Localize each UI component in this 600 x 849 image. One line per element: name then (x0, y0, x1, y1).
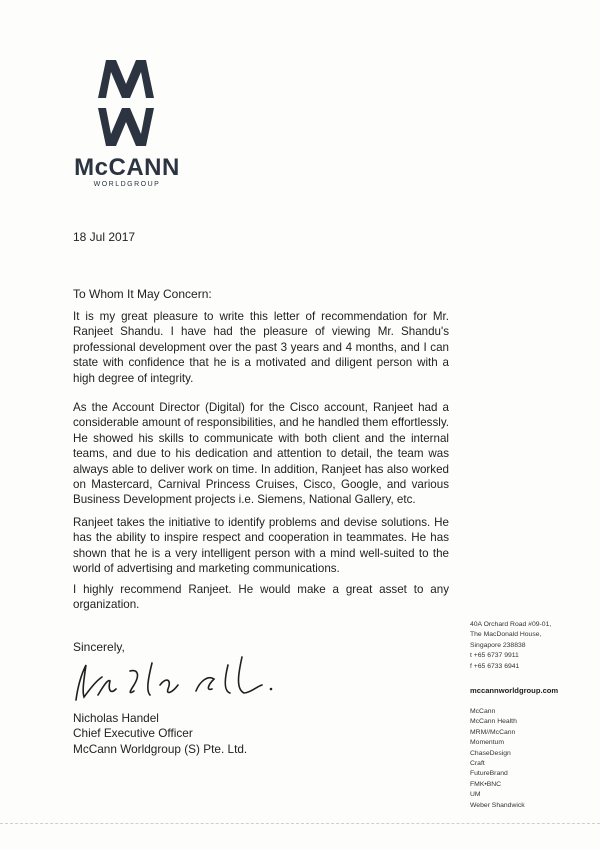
brand-subtitle: WORLDGROUP (93, 181, 161, 188)
fax-line: f +65 6733 6941 (470, 662, 520, 670)
signer-company: McCann Worldgroup (S) Pte. Ltd. (73, 741, 248, 756)
paragraph-3: Ranjeet takes the initiative to identify problems and devise solutions. He has the ability to inspire respect and cooperation in teammates. He has shown that he is a very intelligent person with a mind well-suited to the world of advertising and marketing communications. (73, 516, 449, 576)
agency-item: McCann Health (470, 718, 517, 726)
paragraph-4: I highly recommend Ranjeet. He would make a great asset to any organization. (73, 583, 449, 612)
agency-item: FutureBrand (470, 770, 508, 778)
address-line: The MacDonald House, (470, 631, 542, 639)
agency-item: Momentum (470, 739, 504, 747)
agency-item: ChaseDesign (470, 749, 511, 757)
signer-title: Chief Executive Officer (73, 726, 193, 741)
agency-item: McCann (470, 708, 496, 715)
address-line: Singapore 238838 (470, 641, 526, 649)
signer-name: Nicholas Handel (73, 711, 159, 725)
handwritten-signature (68, 645, 278, 705)
agency-list (470, 707, 525, 811)
company-address (470, 620, 551, 672)
agency-item: UM (470, 791, 481, 799)
agency-item: FMK•BNC (470, 780, 502, 788)
salutation: To Whom It May Concern: (73, 287, 212, 301)
scan-artifact-line (0, 823, 600, 824)
mccann-logo-mark (96, 58, 156, 148)
closing: Sincerely, (73, 640, 125, 654)
agency-item: MRM//McCann (470, 728, 516, 736)
phone-line: t +65 6737 9911 (470, 652, 519, 660)
letter-date: 18 Jul 2017 (73, 230, 136, 244)
brand-name: McCANN (74, 154, 180, 181)
address-line: 40A Orchard Road #09-01, (470, 621, 552, 628)
paragraph-2: As the Account Director (Digital) for the Cisco account, Ranjeet had a considerable amount of responsibilities, and he handled them effortlessly. He showed his skills to communicate with both client and the internal teams, and due to his dedication and attention to detail, the team was always able to deliver work on time. In addition, Ranjeet has also worked on Mastercard, Carnival Princess Cruises, Cisco, Google, and various Business Development projects i.e. Siemens, National Gallery, etc. (73, 401, 449, 507)
agency-item: Weber Shandwick (470, 801, 525, 809)
agency-item: Craft (470, 760, 485, 768)
signer-block (73, 711, 247, 757)
paragraph-1: It is my great pleasure to write this letter of recommendation for Mr. Ranjeet Shandu. I have had the pleasure of viewing Mr. Shandu's professional development over the past 3 years and 4 months, and I can state with confidence that he is a motivated and diligent person with a high degree of integrity. (73, 310, 449, 385)
website-link: mccannworldgroup.com (470, 686, 559, 695)
